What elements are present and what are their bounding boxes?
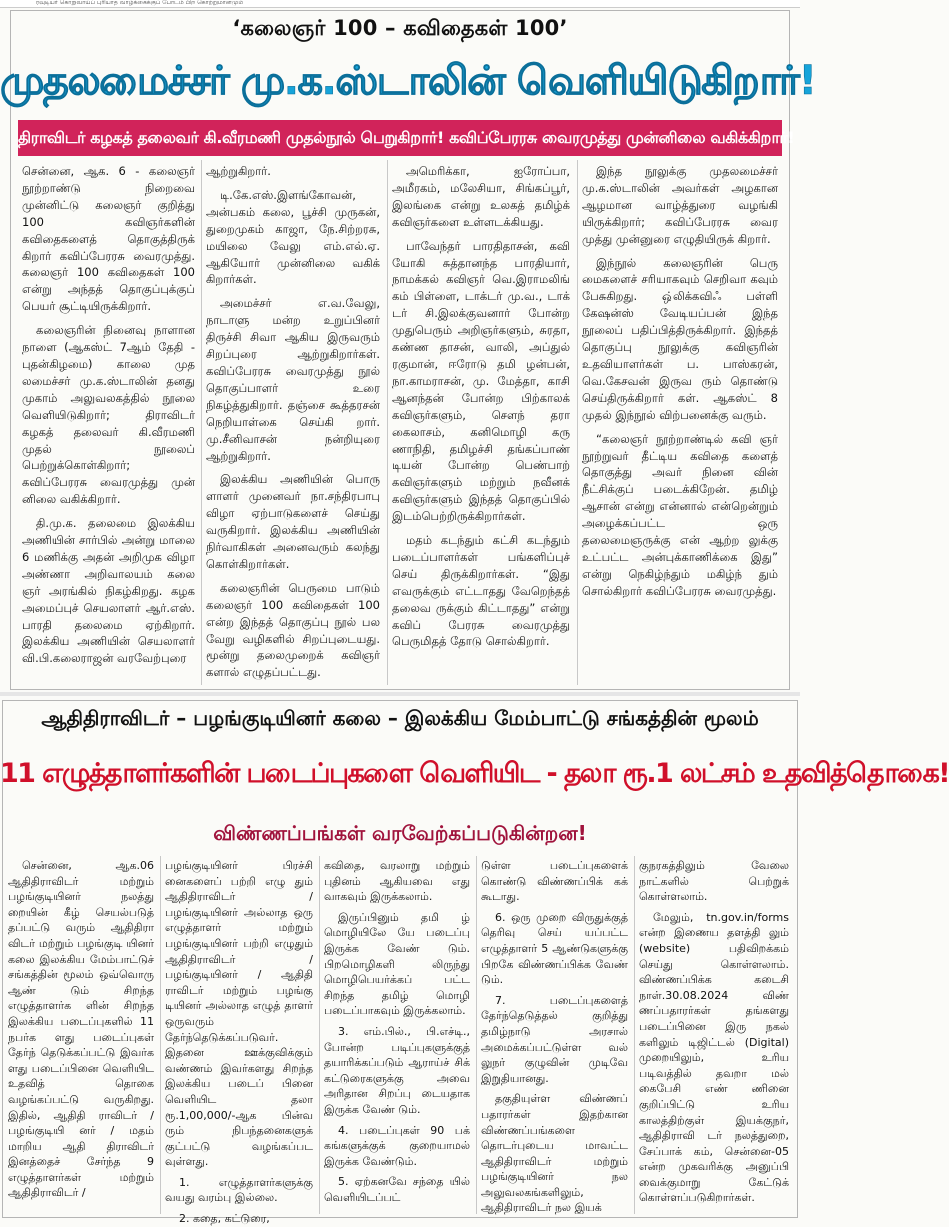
paragraph: 4. படைப்புகள் 90 பக் கங்களுக்குக் குறையாமல் இருக்க வேண்டும். xyxy=(324,1123,470,1168)
paragraph: கலைஞரின் நினைவு நாளான நாளை (ஆகஸ்ட் 7ஆம் தேதி - புதன்கிழமை) காலை முத லமைச்சர் மு.க.ஸ்டாலின் தனது முகாம் அலுவலகத்தில் நூலை வெளியிடுகிறார்; திராவிடர் கழகத் தலைவர் கி.வீரமணி முதல் நூலைப் பெற்றுக்கொள்கிறார்; கவிப்பேரரசு வைரமுத்து முன் னிலை வகிக்கிறார். xyxy=(22,323,195,507)
story1-column-4 xyxy=(582,163,778,685)
paragraph: இலக்கிய அணியின் பொரு ளாளர் முனைவர் நா.சந்திரபாபு விழா ஏற்பாடுகளைச் செய்து வருகிறார். இலக்கிய அணியின் நிர்வாகிகள் அனைவரும் கலந்து கொள்கிறார்கள். xyxy=(206,472,380,571)
paragraph: இந்நூல் கலைஞரின் பெரு மைகளைச் சரியாகவும் செறிவா கவும் பேசுகிறது. ஒ்லிக்கவிஃ பள்ளி கேஷன்ஸ் வேடியப்பன் இந்த நூலைப் பதிப்பித்திருக்கிறார். இந்தத் தொகுப்பு நூலுக்கு கவிஞரின் உதவியாளர்கள் ப. பாஸ்கரன், வெ.கேசவன் இருவ ரும் தொண்டு செய்திருக்கிறார் கள். ஆகஸ்ட் 8 முதல் இந்நூல் விற்பனைக்கு வரும். xyxy=(582,255,778,422)
paragraph: 1. எழுத்தாளர்களுக்கு வயது வரம்பு இல்லை. xyxy=(165,1175,313,1205)
story1-column-3 xyxy=(392,163,570,685)
story2-column-2 xyxy=(165,858,313,1226)
paragraph: இந்த நூலுக்கு முதலமைச்சர் மு.க.ஸ்டாலின் அவர்கள் அழகான ஆழமான வாழ்த்துரை வழங்கி யிருக்கிறார்; கவிப்பேரரசு வைர முத்து முன்னுரை எழுதியிருக் கிறார். xyxy=(582,164,778,246)
story1-subheadline: திராவிடர் கழகத் தலைவர் கி.வீரமணி முதல்நூல் பெறுகிறார்! கவிப்பேரரசு வைரமுத்து முன்னிலை வகிக்கிறார்! xyxy=(18,120,782,156)
paragraph: பாவேந்தர் பாரதிதாசன், கவி யோகி சுத்தானந்த பாரதியார், நாமக்கல் கவிஞர் வெ.இராமலிங் கம் பிள்ளை, டாக்டர் மு.வ., டாக் டர் சி.இலக்குவனார் போன்ற முதுபெரும் அறிஞர்களும், சுரதா, கண்ண தாசன், வாலி, அப்துல் ரகுமான், ஈரோடு தமி ழன்பன், நா.காமராசன், மு. மேத்தா, காசி ஆனந்தன் போன்ற பிற்காலக் கவிஞர்களும், சௌந் தரா கைலாசம், கனிமொழி கரு ணாநிதி, தமிழச்சி தங்கப்பாண் டியன் போன்ற பெண்பாற் கவிஞர்களும் மற்றும் நவீனக் கவிஞர்களும் இந்தத் தொகுப்பில் இடம்பெற்றிருக்கிறார்கள். xyxy=(392,238,570,524)
column-rule xyxy=(160,856,161,1214)
story1-column-2 xyxy=(206,163,380,685)
column-rule xyxy=(476,856,477,1214)
paragraph: 7. படைப்புகளைத் தேர்ந்தெடுத்தல் குறித்து தமிழ்நாடு அரசால் அமைக்கப்பட்டுள்ள வல் லுநர் குழுவின் முடிவே இறுதியானது. xyxy=(481,993,628,1085)
paragraph: ஆற்றுகிறார். xyxy=(206,164,271,178)
paragraph: சென்னை, ஆக.06 ஆதிதிராவிடர் மற்றும் பழங்குடியினர் நலத்து றையின் கீழ் செயல்படுத் தப்பட்டு வரும் ஆதிதிரா விடர் மற்றும் பழங்குடி யினர் கலை இலக்கிய மேம்பாட்டுச் சங்கத்தின் மூலம் ஒவ்வொரு ஆண் டும் சிறந்த எழுத்தாளர்க ளின் சிறந்த இலக்கிய படைப்புகளில் 11 நபர்க ளது படைப்புகள் தேர்ந் தெடுக்கப்பட்டு இவர்க ளது படைப்பினை வெளியிட உதவித் தொகை வழங்கப்பட்டு வருகிறது. இதில், ஆதிதி ராவிடர் / பழங்குடியி னர் / மதம் மாறிய ஆதி திராவிடர் இனத்தைச் சேர்ந்த 9 எழுத்தாளர்கள் மற்றும் ஆதிதிராவிடர் / xyxy=(8,859,154,1200)
story2-subheadline: விண்ணப்பங்கள் வரவேற்கப்படுகின்றன! xyxy=(213,821,587,845)
paragraph: 5. ஏற்கனவே சந்தை யில் வெளியிடப்பட் xyxy=(324,1175,470,1204)
story2-headline: 11 எழுத்தாளர்களின் படைப்புகளை வெளியிட - தலா ரூ.1 லட்சம் உதவித்தொகை! xyxy=(0,758,949,789)
story2-column-3 xyxy=(324,858,470,1214)
paragraph: டுள்ள படைப்புகளைக் கொண்டு விண்ணப்பிக் கக் கூடாது. xyxy=(481,859,628,904)
paragraph: 6. ஒரு முறை விருதுக்குத் தெரிவு செய் யப்பட்ட எழுத்தாளர் 5 ஆண்டுகளுக்கு பிறகே விண்ணப்பிக்க வேண் டும். xyxy=(481,910,628,987)
paragraph: தி.மு.க. தலைமை இலக்கிய அணியின் சார்பில் அன்று மாலை 6 மணிக்கு அதன் அறிமுக விழா அண்ணா அறிவாலயம் கலை ஞர் அரங்கில் நிகழ்கிறது. கழக அமைப்புச் செயலாளர் ஆர்.எஸ். பாரதி தலைமை ஏற்கிறார். இலக்கிய அணியின் செயலாளர் வி.பி.கலைராஜன் வரவேற்புரை xyxy=(22,516,195,666)
paragraph: டி.கே.எஸ்.இளங்கோவன், அன்பகம் கலை, பூச்சி முருகன், துறைமுகம் காஜா, நே.சிற்றரசு, மயிலை வேலு எம்.எல்.ஏ. ஆகியோர் முன்னிலை வகிக் கிறார்கள். xyxy=(206,187,380,287)
paragraph: சென்னை, ஆக. 6 - கலைஞர் நூற்றாண்டு நிறைவை முன்னிட்டு கலைஞர் குறித்து 100 கவிஞர்களின் கவிதைகளைத் தொகுத்திருக் கிறார் கவிப்பேரரசு வைரமுத்து. கலைஞர் 100 கவிதைகள் 100 என்று அந்தத் தொகுப்புக்குப் பெயர் சூட்டியிருக்கிறார். xyxy=(22,164,195,314)
paragraph: குநரகத்திலும் வேலை நாட்களில் பெற்றுக் கொள்ளலாம். xyxy=(639,859,789,904)
paragraph: மதம் கடந்தும் கட்சி கடந்தும் படைப்பாளர்கள் பங்களிப்புச் செய் திருக்கிறார்கள். “இது எவருக்கும் எட்டாதது வேறெந்தத் தலைவ ருக்கும் கிட்டாதது” என்று கவிப் பேரரசு வைரமுத்து பெருமிதத் தோடு சொல்கிறார். xyxy=(392,533,570,649)
story1-kicker: ‘கலைஞர் 100 – கவிதைகள் 100’ xyxy=(232,16,568,40)
paragraph: 2. கதை, கட்டுரை, xyxy=(179,1212,270,1226)
paragraph: “கலைஞர் நூற்றாண்டில் கவி ஞர் நூற்றுவர் தீட்டிய கவிதை களைத் தொகுத்து அவர் நினை வின் நீட்சிக்குப் படைக்கிறேன். தமிழ் ஆசான் என்று என்னால் என்றென்றும் அழைக்கப்பட்ட ஒரு தலைமைஞருக்கு என் ஆற்ற லுக்கு உட்பட்ட அன்புக்காணிக்கை இது” என்று நெகிழ்ந்தும் மகிழ்ந் தும் சொல்கிறார் கவிப்பேரரசு வைரமுத்து. xyxy=(582,431,778,598)
story2-column-1 xyxy=(8,858,154,1214)
story1-column-1 xyxy=(22,163,195,685)
story2-column-5 xyxy=(639,858,789,1214)
column-rule xyxy=(577,160,578,685)
section-divider xyxy=(0,692,800,696)
story1-headline: முதலமைச்சர் மு.க.ஸ்டாலின் வெளியிடுகிறார்! xyxy=(0,58,816,104)
story2-kicker: ஆதிதிராவிடர் – பழங்குடியினர் கலை – இலக்கிய மேம்பாட்டு சங்கத்தின் மூலம் xyxy=(41,706,759,730)
column-rule xyxy=(634,856,635,1214)
paragraph: 3. எம்.பில்., பி.எச்டி., போன்ற படிப்புகளுக்குத் தயாரிக்கப்படும் ஆராய்ச் சிக் கட்டுரைகளுக்கு அவை அரிதான சிறப்பு டையதாக இருக்க வேண் டும். xyxy=(324,1024,470,1116)
paragraph: தகுதியுள்ள விண்ணப் பதாரர்கள் இதற்கான விண்ணப்பங்களை தொடர்புடைய மாவட்ட ஆதிதிராவிடர் மற்றும் பழங்குடியினர் நல அலுவலகங்களிலும், ஆதிதிராவிடர் நல இயக் xyxy=(481,1092,628,1215)
paragraph: கவிதை, வரலாறு மற்றும் புதினம் ஆகியவை எது வாகவும் இருக்கலாம். xyxy=(324,859,470,904)
column-rule xyxy=(201,160,202,685)
story2-column-4 xyxy=(481,858,628,1214)
column-rule xyxy=(387,160,388,685)
paragraph: இருப்பினும் தமி ழ் மொழியிலே யே படைப்பு இருக்க வேண் டும். பிறமொழிகளி லிருந்து மொழிபெயர்க்கப் பட்ட சிறந்த தமிழ் மொழி படைப்பாகவும் இருக்கலாம். xyxy=(324,910,470,1018)
paragraph: அமெரிக்கா, ஐரோப்பா, அமீரகம், மலேசியா, சிங்கப்பூர், இலங்கை என்று உலகத் தமிழ்க் கவிஞர்களை உள்ளடக்கியது. xyxy=(392,164,570,229)
column-rule xyxy=(319,856,320,1214)
paragraph: கலைஞரின் பெருமை பாடும் கலைஞர் 100 கவிதைகள் 100 என்ற இந்தத் தொகுப்பு நூல் பல வேறு வழிகளில் சிறப்புடையது. மூன்று தலைமுறைக் கவிஞர் களால் எழுதப்பட்டது. xyxy=(206,580,380,680)
paragraph: மேலும், tn.gov.in/forms என்ற இணைய தளத்தி லும் (website) பதிவிறக்கம் செய்து கொள்ளலாம். விண்ணப்பிக்க கடைசி நாள்.30.08.2024 விண் ணப்பதாரர்கள் தங்களது படைப்பினை இரு நகல் களிலும் டிஜிட்டல் (Digital) முறையிலும், உரிய படிவத்தில் தவறா மல் கைபேசி எண் ணினை குறிப்பிட்டு உரிய காலத்திற்குள் இயக்குநர், ஆதிதிராவி டர் நலத்துறை, சேப்பாக் கம், சென்னை-05 என்ற முகவரிக்கு அனுப்பி வைக்குமாறு கேட்டுக் கொள்ளப்படுகிறார்கள். xyxy=(639,910,789,1205)
paragraph: அமைச்சர் எ.வ.வேலு, நாடாளு மன்ற உறுப்பினர் திருச்சி சிவா ஆகிய இருவரும் சிறப்புரை ஆற்றுகிறார்கள். கவிப்பேரரசு வைரமுத்து நூல் தொகுப்பாளர் உரை நிகழ்த்துகிறார். தஞ்சை கூத்தரசன் நெறியாள்கை செய்கி றார். மு.சீனிவாசன் நன்றியுரை ஆற்றுகிறார். xyxy=(206,296,380,463)
paragraph: பழங்குடியினர் பிரச்சி னைகளைப் பற்றி எழு தும் ஆதிதிராவிடர் / பழங்குடியினர் அல்லாத ஒரு எழுத்தாளர் மற்றும் பழங்குடியினர் பற்றி எழுதும் ஆதிதிராவிடர் / பழங்குடியினர் / ஆதிதி ராவிடர் மற்றும் பழங்கு டியினர் அல்லாத எழுத் தாளர் ஒருவரும் தேர்ந்தெடுக்கப்படுவர். இதனை ஊக்குவிக்கும் வண்ணம் இவர்களது சிறந்த இலக்கிய படைப் பினை வெளியிட தலா ரூ.1,00,000/-ஆக பின்வ ரும் நிபந்தனைகளுக் குட்பட்டு வழங்கப்பட வுள்ளது. xyxy=(165,859,313,1169)
top-strip-text: ரவுடியர் கொறுவாய்ப் புரியாத வாழ்க்கைக்குப் போடம் பிற கொற்றுமானமும் xyxy=(0,0,800,8)
